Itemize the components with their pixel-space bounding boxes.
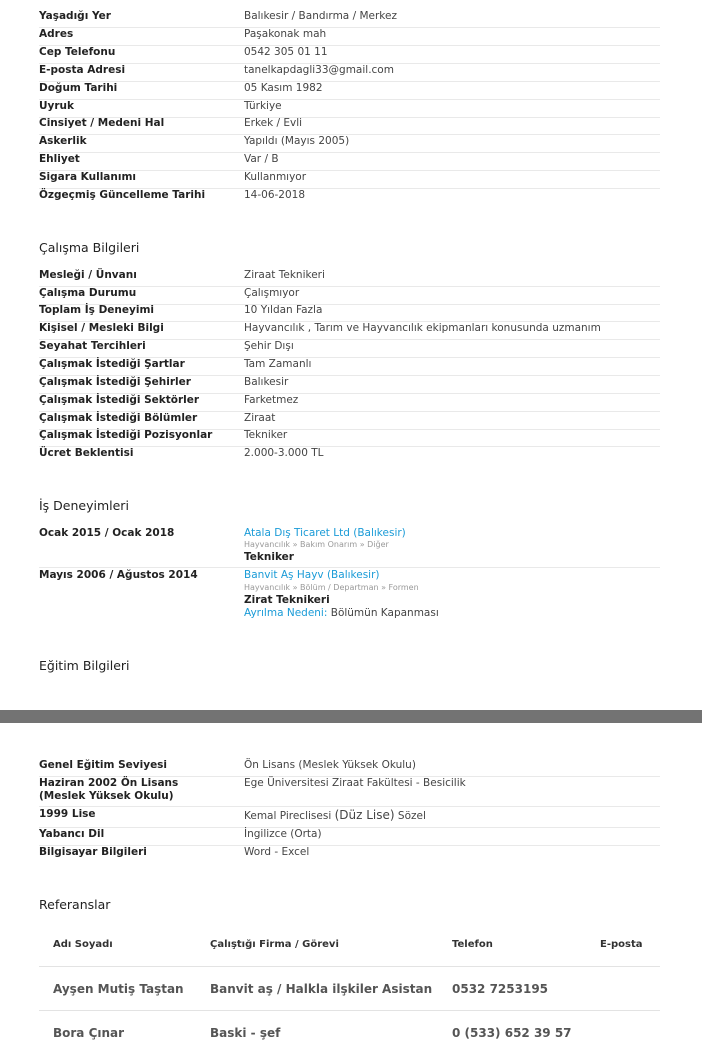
info-value: 14-06-2018: [244, 189, 306, 201]
info-value: 0542 305 01 11: [244, 46, 328, 58]
company-link[interactable]: Banvit Aş Hayv (Balıkesir): [244, 569, 380, 581]
info-label: Cep Telefonu: [39, 46, 116, 58]
info-row: [39, 171, 660, 189]
info-row: [39, 412, 660, 430]
info-value: Hayvancılık , Tarım ve Hayvancılık ekipmanları konusunda uzmanım: [244, 322, 601, 334]
info-label: Haziran 2002 Ön Lisans (Meslek Yüksek Okulu): [39, 777, 179, 802]
table-divider: [39, 1010, 660, 1011]
info-row: [39, 189, 660, 207]
info-label: Özgeçmiş Güncelleme Tarihi: [39, 189, 206, 201]
info-value: Balıkesir / Bandırma / Merkez: [244, 10, 397, 22]
info-label: Kişisel / Mesleki Bilgi: [39, 322, 164, 334]
info-value: Word - Excel: [244, 846, 310, 858]
info-value: Ege Üniversitesi Ziraat Fakültesi - Besicilik: [244, 777, 466, 789]
info-row: [39, 376, 660, 394]
column-header: Adı Soyadı: [53, 939, 113, 950]
info-row: [39, 269, 660, 287]
school-name: Kemal Pireclisesi: [244, 810, 332, 822]
info-label: Genel Eğitim Seviyesi: [39, 759, 168, 771]
school-branch: Sözel: [397, 810, 426, 822]
info-row: [39, 394, 660, 412]
info-value: Var / B: [244, 153, 279, 165]
info-row: [39, 828, 660, 846]
info-row: [39, 28, 660, 46]
page-break-divider: [0, 710, 702, 723]
info-row: [39, 153, 660, 171]
info-label: Ücret Beklentisi: [39, 447, 134, 459]
info-value: Tekniker: [244, 429, 288, 441]
info-value: Çalışmıyor: [244, 287, 300, 299]
leave-reason: [244, 607, 439, 620]
info-label: 1999 Lise: [39, 808, 96, 820]
experience-period: Mayıs 2006 / Ağustos 2014: [39, 569, 198, 581]
info-value: 10 Yıldan Fazla: [244, 304, 323, 316]
experience-path: Hayvancılık » Bölüm / Departman » Formen: [244, 582, 419, 592]
experience-position: Zirat Teknikeri: [244, 594, 330, 606]
info-row: [39, 322, 660, 340]
info-value: 05 Kasım 1982: [244, 82, 323, 94]
school-type: (Düz Lise): [334, 808, 395, 822]
info-row: [39, 117, 660, 135]
info-label: Seyahat Tercihleri: [39, 340, 146, 352]
info-label: Çalışmak İstediği Sektörler: [39, 394, 200, 406]
experience-position: Tekniker: [244, 551, 294, 563]
ref-phone: 0 (533) 652 39 57: [452, 1026, 572, 1040]
info-label: Çalışmak İstediği Şartlar: [39, 358, 185, 370]
experience-details: [244, 569, 439, 619]
info-label: Çalışmak İstediği Bölümler: [39, 412, 198, 424]
ref-company: Baski - şef: [210, 1026, 281, 1040]
info-label: Cinsiyet / Medeni Hal: [39, 117, 165, 129]
info-label: Adres: [39, 28, 74, 40]
info-row: [39, 340, 660, 358]
info-row: [39, 135, 660, 153]
info-label: Sigara Kullanımı: [39, 171, 137, 183]
ref-phone: 0532 7253195: [452, 982, 549, 996]
info-row: [39, 10, 660, 28]
info-value: Ziraat Teknikeri: [244, 269, 325, 281]
info-label: Toplam İş Deneyimi: [39, 304, 155, 316]
info-value: İngilizce (Orta): [244, 828, 322, 840]
ref-company: Banvit aş / Halkla ilşkiler Asistan: [210, 982, 433, 996]
column-header: Telefon: [452, 939, 493, 950]
info-value: Tam Zamanlı: [244, 358, 312, 370]
info-row: [39, 46, 660, 64]
info-value: Ön Lisans (Meslek Yüksek Okulu): [244, 759, 416, 771]
info-label: Askerlik: [39, 135, 87, 147]
info-value: Erkek / Evli: [244, 117, 303, 129]
info-label: Mesleği / Ünvanı: [39, 269, 137, 281]
experience-item: [39, 569, 660, 623]
info-label: Çalışmak İstediği Şehirler: [39, 376, 191, 388]
info-row: [39, 777, 660, 807]
ref-name: Bora Çınar: [53, 1026, 125, 1040]
info-label: Uyruk: [39, 100, 75, 112]
info-row: [39, 304, 660, 322]
info-row: [39, 447, 660, 465]
experience-period: Ocak 2015 / Ocak 2018: [39, 527, 175, 539]
info-row: [39, 846, 660, 864]
column-header: Çalıştığı Firma / Görevi: [210, 939, 339, 950]
info-value: [244, 809, 426, 823]
info-row: [39, 358, 660, 376]
info-value: tanelkapdagli33@gmail.com: [244, 64, 394, 76]
info-label: E-posta Adresi: [39, 64, 126, 76]
experience-details: [244, 527, 406, 563]
info-value: Ziraat: [244, 412, 276, 424]
info-label: Çalışmak İstediği Pozisyonlar: [39, 429, 213, 441]
info-label: Bilgisayar Bilgileri: [39, 846, 147, 858]
info-row: [39, 808, 660, 828]
column-header: E-posta: [600, 939, 643, 950]
info-label: Yaşadığı Yer: [39, 10, 111, 22]
info-value: Kullanmıyor: [244, 171, 307, 183]
info-row: [39, 100, 660, 118]
info-row: [39, 429, 660, 447]
table-divider: [39, 966, 660, 967]
info-row: [39, 759, 660, 777]
info-label: Ehliyet: [39, 153, 80, 165]
education-title: Eğitim Bilgileri: [39, 658, 130, 673]
info-value: Farketmez: [244, 394, 299, 406]
experience-title: İş Deneyimleri: [39, 498, 129, 513]
info-label: Doğum Tarihi: [39, 82, 118, 94]
info-row: [39, 287, 660, 305]
info-value: Yapıldı (Mayıs 2005): [244, 135, 350, 147]
info-label: Yabancı Dil: [39, 828, 105, 840]
info-value: Paşakonak mah: [244, 28, 327, 40]
leave-reason-label: Ayrılma Nedeni:: [244, 606, 328, 619]
company-link[interactable]: Atala Dış Ticaret Ltd (Balıkesir): [244, 527, 406, 539]
info-value: Şehir Dışı: [244, 340, 294, 352]
info-row: [39, 64, 660, 82]
experience-path: Hayvancılık » Bakım Onarım » Diğer: [244, 540, 389, 549]
info-value: 2.000-3.000 TL: [244, 447, 324, 459]
info-value: Türkiye: [244, 100, 282, 112]
experience-item: [39, 527, 660, 568]
work-info-title: Çalışma Bilgileri: [39, 240, 140, 255]
info-value: Balıkesir: [244, 376, 289, 388]
info-label: Çalışma Durumu: [39, 287, 137, 299]
ref-name: Ayşen Mutiş Taştan: [53, 982, 184, 996]
info-row: [39, 82, 660, 100]
leave-reason-value: Bölümün Kapanması: [330, 606, 439, 619]
references-title: Referanslar: [39, 897, 111, 912]
